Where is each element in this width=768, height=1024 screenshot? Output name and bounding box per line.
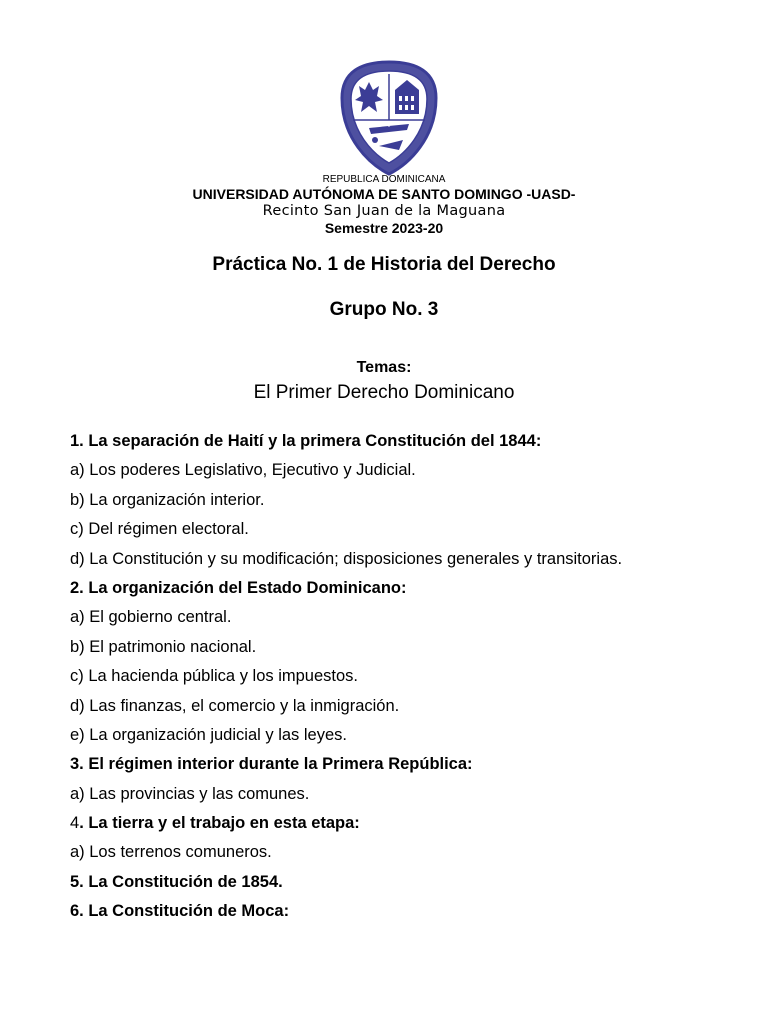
topic-heading-number: 4 bbox=[70, 814, 80, 833]
topic-item: d) Las finanzas, el comercio y la inmigración. bbox=[70, 696, 400, 715]
country-line: REPUBLICA DOMINICANA bbox=[322, 174, 446, 185]
topic-item: e) La organización judicial y las leyes. bbox=[70, 725, 347, 744]
topic-heading: 3. El régimen interior durante la Primera República: bbox=[70, 755, 473, 774]
topic-item: a) Los poderes Legislativo, Ejecutivo y Judicial. bbox=[70, 461, 416, 480]
topic-item: b) El patrimonio nacional. bbox=[70, 637, 257, 656]
topic-item: a) El gobierno central. bbox=[70, 608, 232, 627]
semester-label: Semestre 2023-20 bbox=[324, 220, 444, 236]
topic-item: d) La Constitución y su modificación; disposiciones generales y transitorias. bbox=[70, 549, 623, 568]
university-name: UNIVERSIDAD AUTÓNOMA DE SANTO DOMINGO -UASD- bbox=[192, 186, 576, 202]
topic-heading: 2. La organización del Estado Dominicano: bbox=[70, 578, 407, 597]
document-title: Práctica No. 1 de Historia del Derecho bbox=[212, 254, 556, 275]
topics-list bbox=[70, 428, 750, 928]
topic-heading-text: . La tierra y el trabajo en esta etapa: bbox=[79, 814, 360, 833]
topic-item: c) Del régimen electoral. bbox=[70, 520, 249, 539]
university-seal-logo bbox=[339, 60, 439, 176]
group-label: Grupo No. 3 bbox=[329, 299, 439, 320]
topics-label: Temas: bbox=[356, 359, 412, 376]
topic-heading bbox=[70, 810, 750, 839]
topic-heading: 5. La Constitución de 1854. bbox=[70, 872, 283, 891]
campus-name: Recinto San Juan de la Maguana bbox=[262, 203, 506, 219]
topic-item: b) La organización interior. bbox=[70, 490, 265, 509]
topic-heading: 6. La Constitución de Moca: bbox=[70, 902, 290, 921]
svg-text:*: * bbox=[387, 123, 391, 132]
topic-heading: 1. La separación de Haití y la primera Constitución del 1844: bbox=[70, 432, 542, 450]
topics-title: El Primer Derecho Dominicano bbox=[253, 382, 515, 403]
topic-item: a) Las provincias y las comunes. bbox=[70, 784, 310, 803]
topic-item: c) La hacienda pública y los impuestos. bbox=[70, 667, 358, 686]
topic-item: a) Los terrenos comuneros. bbox=[70, 843, 272, 862]
